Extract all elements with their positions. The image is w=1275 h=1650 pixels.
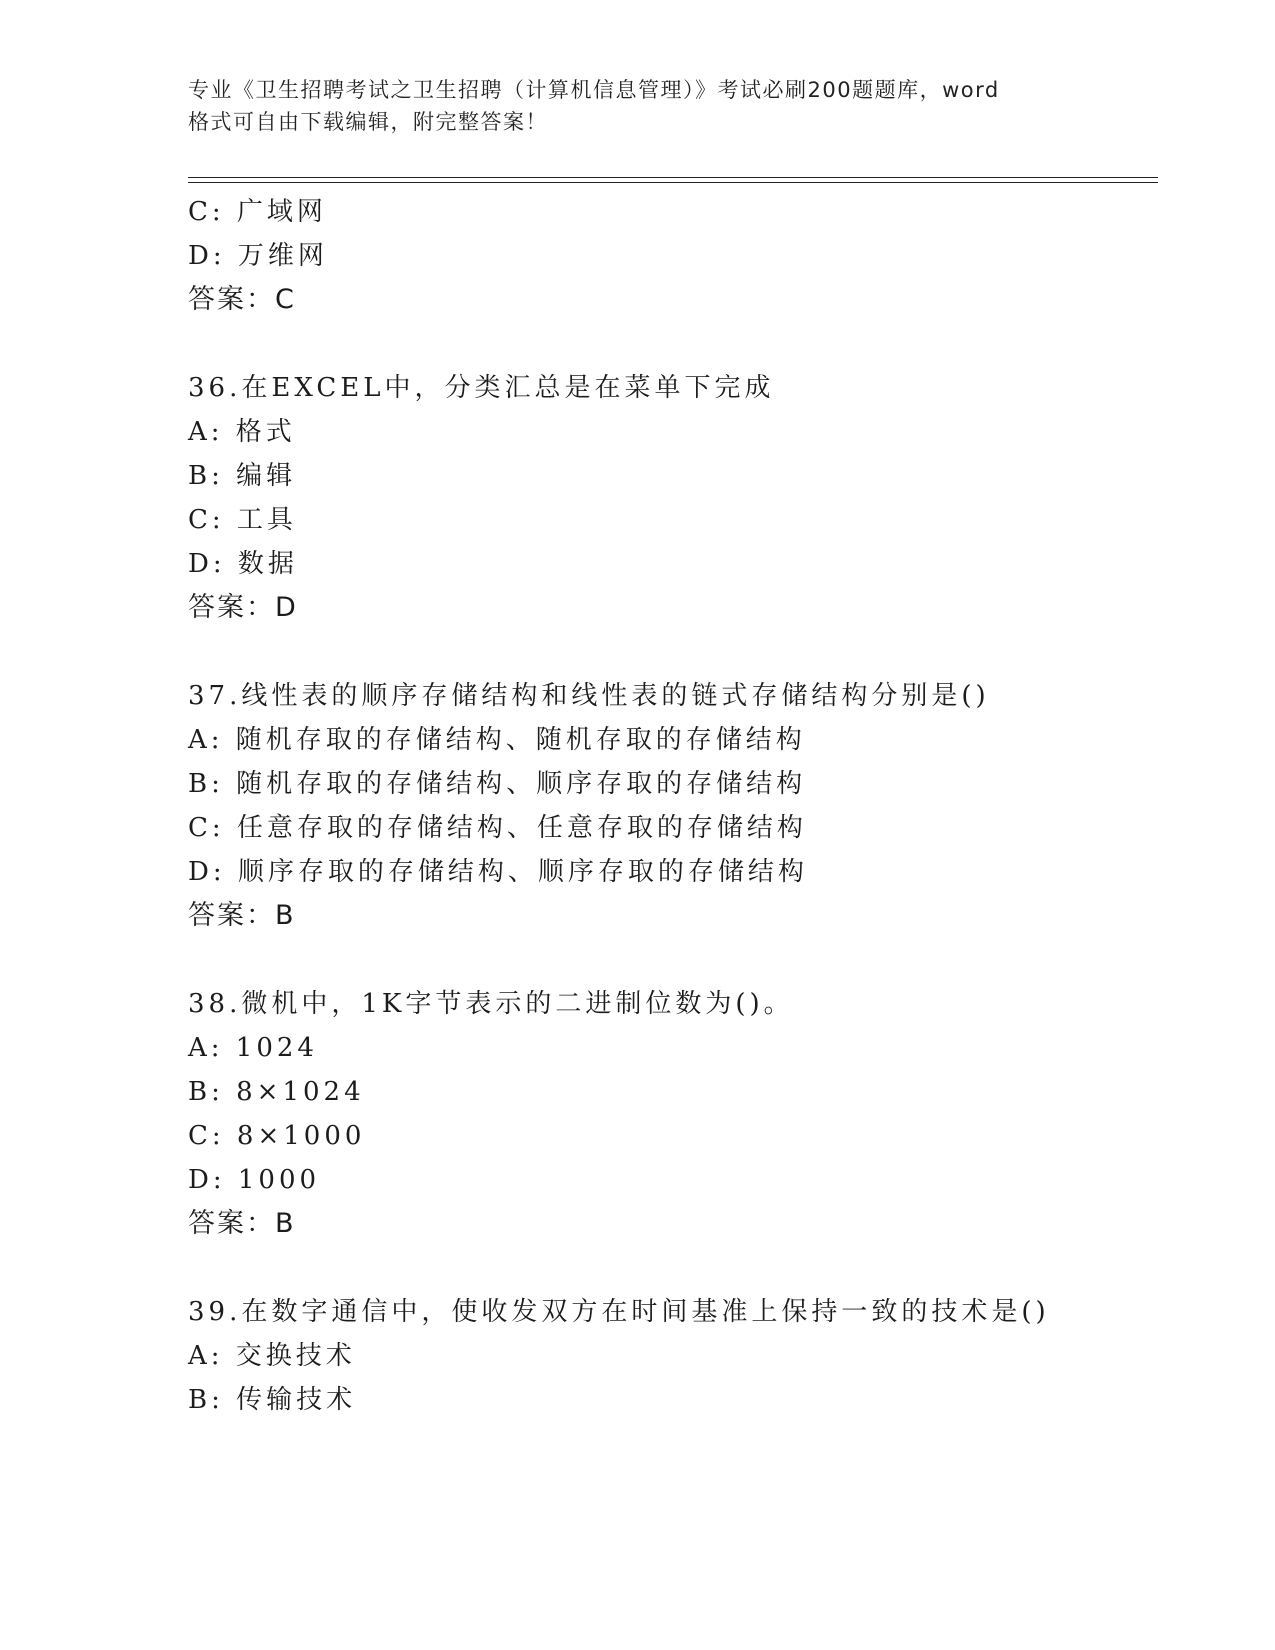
option-d: D: 顺序存取的存储结构、顺序存取的存储结构: [188, 857, 808, 887]
option-c: C: 8×1000: [188, 1121, 366, 1151]
option-d: D: 数据: [188, 549, 298, 579]
header-title-line-1: 专业《卫生招聘考试之卫生招聘（计算机信息管理）》考试必刷200题题库，word: [188, 78, 1000, 102]
option-a: A: 随机存取的存储结构、随机存取的存储结构: [188, 725, 806, 755]
option-a: A: 交换技术: [188, 1341, 356, 1371]
option-b: B: 编辑: [188, 461, 297, 491]
header-title-line-2: 格式可自由下载编辑，附完整答案！: [188, 110, 548, 134]
question-38: 38.微机中，1K字节表示的二进制位数为()。: [188, 989, 794, 1019]
option-c: C: 工具: [188, 505, 297, 535]
option-d: D: 万维网: [188, 241, 328, 271]
option-a: A: 格式: [188, 417, 296, 447]
option-b: B: 随机存取的存储结构、顺序存取的存储结构: [188, 769, 807, 799]
document-header: [188, 74, 1088, 138]
option-b: B: 8×1024: [188, 1077, 365, 1107]
question-37: 37.线性表的顺序存储结构和线性表的链式存储结构分别是(): [188, 681, 990, 711]
question-39: 39.在数字通信中，使收发双方在时间基准上保持一致的技术是(): [188, 1297, 1050, 1327]
option-a: A: 1024: [188, 1033, 318, 1063]
option-c: C: 广域网: [188, 197, 327, 227]
option-d: D: 1000: [188, 1165, 321, 1195]
header-divider-top: [188, 177, 1158, 178]
header-divider-bottom: [188, 182, 1158, 183]
answer-line: 答案：C: [188, 284, 296, 315]
option-c: C: 任意存取的存储结构、任意存取的存储结构: [188, 813, 807, 843]
answer-line: 答案：B: [188, 900, 296, 931]
option-b: B: 传输技术: [188, 1385, 357, 1415]
question-36: 36.在EXCEL中，分类汇总是在菜单下完成: [188, 373, 775, 403]
answer-line: 答案：B: [188, 1208, 296, 1239]
answer-line: 答案：D: [188, 592, 298, 623]
